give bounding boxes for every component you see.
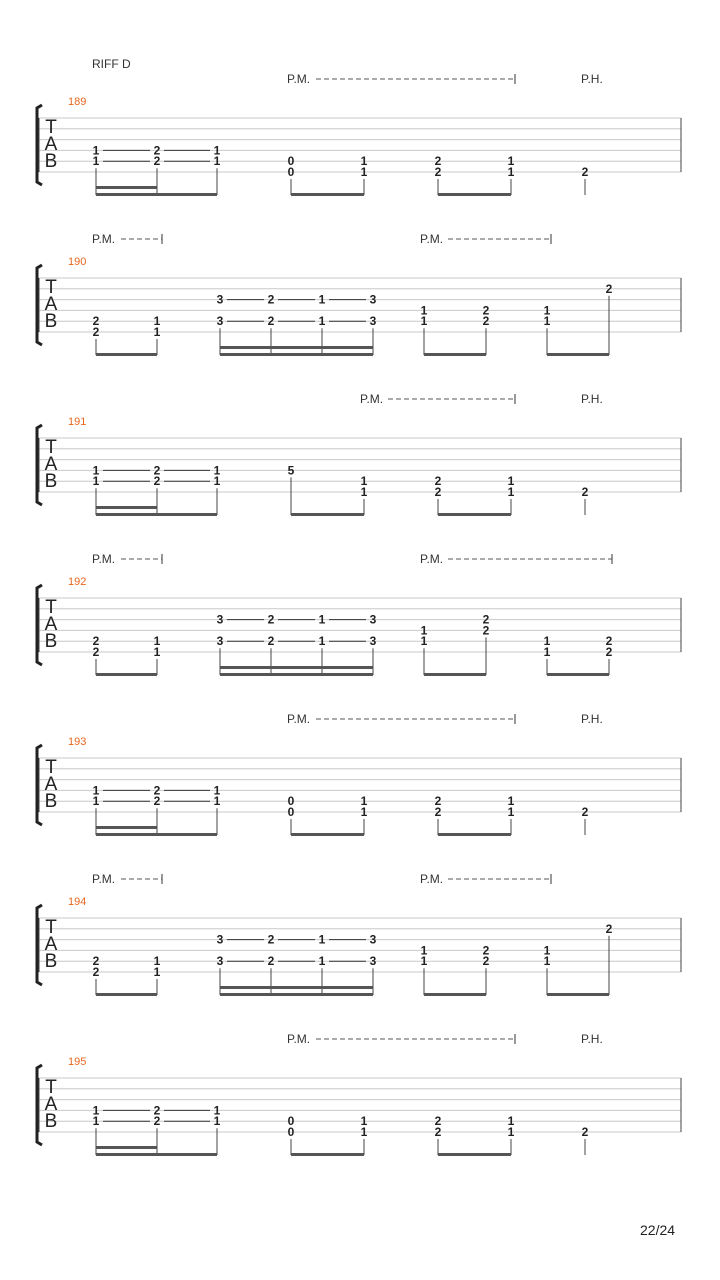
beam	[291, 193, 364, 196]
tab-system	[37, 712, 681, 836]
fret-number: 2	[605, 921, 613, 936]
technique-label: P.M.	[287, 72, 311, 86]
fret-number: 1	[92, 1103, 100, 1118]
tab-system	[37, 72, 681, 196]
beam	[547, 673, 609, 676]
fret-number: 2	[267, 932, 275, 947]
beam	[438, 833, 511, 836]
fret-number: 0	[287, 805, 295, 819]
measure-number: 191	[68, 416, 87, 428]
fret-number: 0	[287, 165, 295, 179]
fret-number: 1	[153, 965, 161, 979]
fret-number: 1	[213, 474, 221, 489]
tab-clef-letter: B	[44, 471, 58, 492]
technique-label: P.M.	[420, 872, 444, 886]
fret-number: 3	[216, 954, 224, 969]
fret-number: 2	[434, 805, 442, 819]
beam	[96, 1153, 217, 1156]
fret-number: 2	[267, 292, 275, 307]
tab-clef-letter: A	[44, 614, 58, 635]
fret-number: 2	[434, 474, 442, 489]
fret-number: 2	[92, 314, 100, 329]
fret-number: 2	[153, 463, 161, 478]
fret-number: 2	[482, 954, 490, 969]
fret-number: 2	[153, 474, 161, 489]
measure-number: 189	[68, 96, 87, 108]
fret-number: 1	[213, 794, 221, 809]
fret-number: 2	[92, 634, 100, 649]
beam	[220, 993, 373, 996]
fret-number: 1	[153, 325, 161, 339]
fret-number: 1	[543, 303, 551, 318]
fret-number: 2	[267, 314, 275, 329]
fret-number: 1	[213, 154, 221, 169]
fret-number: 3	[216, 292, 224, 307]
fret-number: 1	[420, 943, 428, 958]
fret-number: 2	[267, 634, 275, 649]
tab-clef-letter: T	[45, 1077, 57, 1098]
fret-number: 2	[482, 314, 490, 329]
fret-number: 1	[318, 292, 326, 307]
beam	[220, 353, 373, 356]
fret-number: 1	[213, 783, 221, 798]
fret-number: 1	[92, 154, 100, 169]
fret-number: 3	[369, 314, 377, 329]
technique-label: P.H.	[581, 1032, 603, 1046]
fret-number: 1	[92, 463, 100, 478]
beam	[291, 833, 364, 836]
fret-number: 1	[507, 154, 515, 169]
secondary-beam	[96, 506, 157, 509]
fret-number: 2	[434, 154, 442, 169]
fret-number: 1	[153, 314, 161, 329]
measure-number: 190	[68, 256, 87, 268]
fret-number: 2	[153, 154, 161, 169]
tab-system	[37, 552, 681, 676]
beam	[291, 1153, 364, 1156]
fret-number: 3	[369, 634, 377, 649]
technique-label: P.M.	[420, 552, 444, 566]
fret-number: 1	[507, 474, 515, 489]
fret-number: 2	[482, 943, 490, 958]
fret-number: 1	[507, 485, 515, 499]
fret-number: 1	[213, 143, 221, 158]
fret-number: 5	[287, 463, 295, 478]
fret-number: 0	[287, 1125, 295, 1139]
tab-clef-letter: B	[44, 151, 58, 172]
beam	[96, 993, 157, 996]
fret-number: 2	[92, 954, 100, 969]
secondary-beam	[96, 826, 157, 829]
fret-number: 2	[605, 281, 613, 296]
technique-label: P.M.	[92, 552, 116, 566]
technique-label: P.H.	[581, 712, 603, 726]
fret-number: 1	[213, 463, 221, 478]
tab-clef-letter: T	[45, 757, 57, 778]
technique-label: P.H.	[581, 392, 603, 406]
fret-number: 3	[369, 292, 377, 307]
tab-clef-letter: A	[44, 1094, 58, 1115]
beam	[220, 673, 373, 676]
fret-number: 1	[543, 634, 551, 649]
beam	[438, 513, 511, 516]
fret-number: 2	[153, 1103, 161, 1118]
secondary-beam	[96, 1146, 157, 1149]
fret-number: 1	[507, 805, 515, 819]
beam	[424, 993, 486, 996]
fret-number: 1	[360, 165, 368, 179]
technique-label: P.M.	[92, 872, 116, 886]
fret-number: 1	[420, 314, 428, 329]
fret-number: 1	[318, 932, 326, 947]
fret-number: 1	[92, 143, 100, 158]
page-number: 22/24	[640, 1222, 676, 1238]
tab-clef-letter: T	[45, 917, 57, 938]
fret-number: 2	[434, 1125, 442, 1139]
tab-clef-letter: B	[44, 631, 58, 652]
tab-clef-letter: A	[44, 134, 58, 155]
secondary-beam	[220, 346, 373, 349]
beam	[547, 353, 609, 356]
tab-clef-letter: B	[44, 951, 58, 972]
fret-number: 1	[543, 954, 551, 969]
secondary-beam	[220, 666, 373, 669]
fret-number: 3	[216, 612, 224, 627]
fret-number: 3	[216, 314, 224, 329]
fret-number: 2	[92, 325, 100, 339]
measure-number: 194	[68, 896, 87, 908]
measure-number: 192	[68, 576, 87, 588]
tab-clef-letter: B	[44, 1111, 58, 1132]
beam	[438, 1153, 511, 1156]
fret-number: 2	[267, 612, 275, 627]
fret-number: 2	[581, 1125, 589, 1139]
measure-number: 193	[68, 736, 87, 748]
tab-clef-letter: A	[44, 454, 58, 475]
tab-clef-letter: T	[45, 597, 57, 618]
fret-number: 1	[318, 612, 326, 627]
fret-number: 1	[360, 794, 368, 809]
fret-number: 2	[434, 485, 442, 499]
fret-number: 1	[543, 645, 551, 659]
technique-label: P.M.	[92, 232, 116, 246]
fret-number: 1	[360, 805, 368, 819]
beam	[291, 513, 364, 516]
beam	[438, 193, 511, 196]
fret-number: 2	[581, 165, 589, 179]
fret-number: 1	[213, 1103, 221, 1118]
fret-number: 1	[318, 314, 326, 329]
fret-number: 1	[153, 954, 161, 969]
fret-number: 1	[360, 1114, 368, 1129]
fret-number: 1	[92, 783, 100, 798]
fret-number: 2	[434, 165, 442, 179]
tab-system	[37, 392, 681, 516]
fret-number: 2	[92, 965, 100, 979]
fret-number: 1	[153, 645, 161, 659]
fret-number: 3	[216, 634, 224, 649]
fret-number: 2	[267, 954, 275, 969]
fret-number: 3	[369, 954, 377, 969]
fret-number: 1	[507, 1114, 515, 1129]
beam	[96, 673, 157, 676]
fret-number: 3	[369, 932, 377, 947]
fret-number: 2	[434, 1114, 442, 1129]
fret-number: 1	[420, 303, 428, 318]
fret-number: 1	[507, 794, 515, 809]
secondary-beam	[220, 986, 373, 989]
fret-number: 1	[92, 1114, 100, 1129]
fret-number: 1	[360, 1125, 368, 1139]
fret-number: 1	[507, 165, 515, 179]
tab-clef-letter: A	[44, 774, 58, 795]
technique-label: P.H.	[581, 72, 603, 86]
fret-number: 0	[287, 794, 295, 809]
technique-label: P.M.	[287, 1032, 311, 1046]
tab-system	[37, 1032, 681, 1156]
fret-number: 2	[153, 783, 161, 798]
fret-number: 1	[318, 634, 326, 649]
fret-number: 1	[360, 474, 368, 489]
tab-clef-letter: T	[45, 117, 57, 138]
fret-number: 2	[581, 805, 589, 819]
tab-clef-letter: T	[45, 277, 57, 298]
beam	[96, 193, 217, 196]
secondary-beam	[96, 186, 157, 189]
technique-label: P.M.	[287, 712, 311, 726]
fret-number: 1	[543, 314, 551, 329]
fret-number: 2	[92, 645, 100, 659]
tab-clef-letter: B	[44, 311, 58, 332]
fret-number: 0	[287, 1114, 295, 1129]
fret-number: 1	[318, 954, 326, 969]
technique-label: P.M.	[420, 232, 444, 246]
fret-number: 2	[153, 794, 161, 809]
fret-number: 1	[360, 485, 368, 499]
fret-number: 1	[92, 794, 100, 809]
fret-number: 2	[153, 143, 161, 158]
fret-number: 1	[360, 154, 368, 169]
fret-number: 3	[216, 932, 224, 947]
tab-clef-letter: A	[44, 294, 58, 315]
fret-number: 1	[420, 634, 428, 649]
fret-number: 2	[482, 303, 490, 318]
fret-number: 0	[287, 154, 295, 169]
tab-system	[37, 872, 681, 996]
fret-number: 1	[92, 474, 100, 489]
fret-number: 1	[420, 623, 428, 638]
fret-number: 2	[605, 645, 613, 659]
fret-number: 1	[153, 634, 161, 649]
fret-number: 1	[507, 1125, 515, 1139]
fret-number: 1	[543, 943, 551, 958]
beam	[424, 353, 486, 356]
fret-number: 1	[420, 954, 428, 969]
tab-clef-letter: A	[44, 934, 58, 955]
tab-system	[37, 232, 681, 356]
tab-clef-letter: B	[44, 791, 58, 812]
technique-label: P.M.	[360, 392, 384, 406]
tab-clef-letter: T	[45, 437, 57, 458]
fret-number: 2	[482, 623, 490, 638]
measure-number: 195	[68, 1056, 87, 1068]
fret-number: 2	[482, 612, 490, 627]
fret-number: 2	[153, 1114, 161, 1129]
beam	[96, 353, 157, 356]
riff-label: RIFF D	[92, 57, 131, 71]
fret-number: 2	[581, 485, 589, 499]
fret-number: 3	[369, 612, 377, 627]
fret-number: 2	[434, 794, 442, 809]
beam	[547, 993, 609, 996]
beam	[96, 833, 217, 836]
beam	[424, 673, 486, 676]
fret-number: 1	[213, 1114, 221, 1129]
beam	[96, 513, 217, 516]
fret-number: 2	[605, 634, 613, 649]
